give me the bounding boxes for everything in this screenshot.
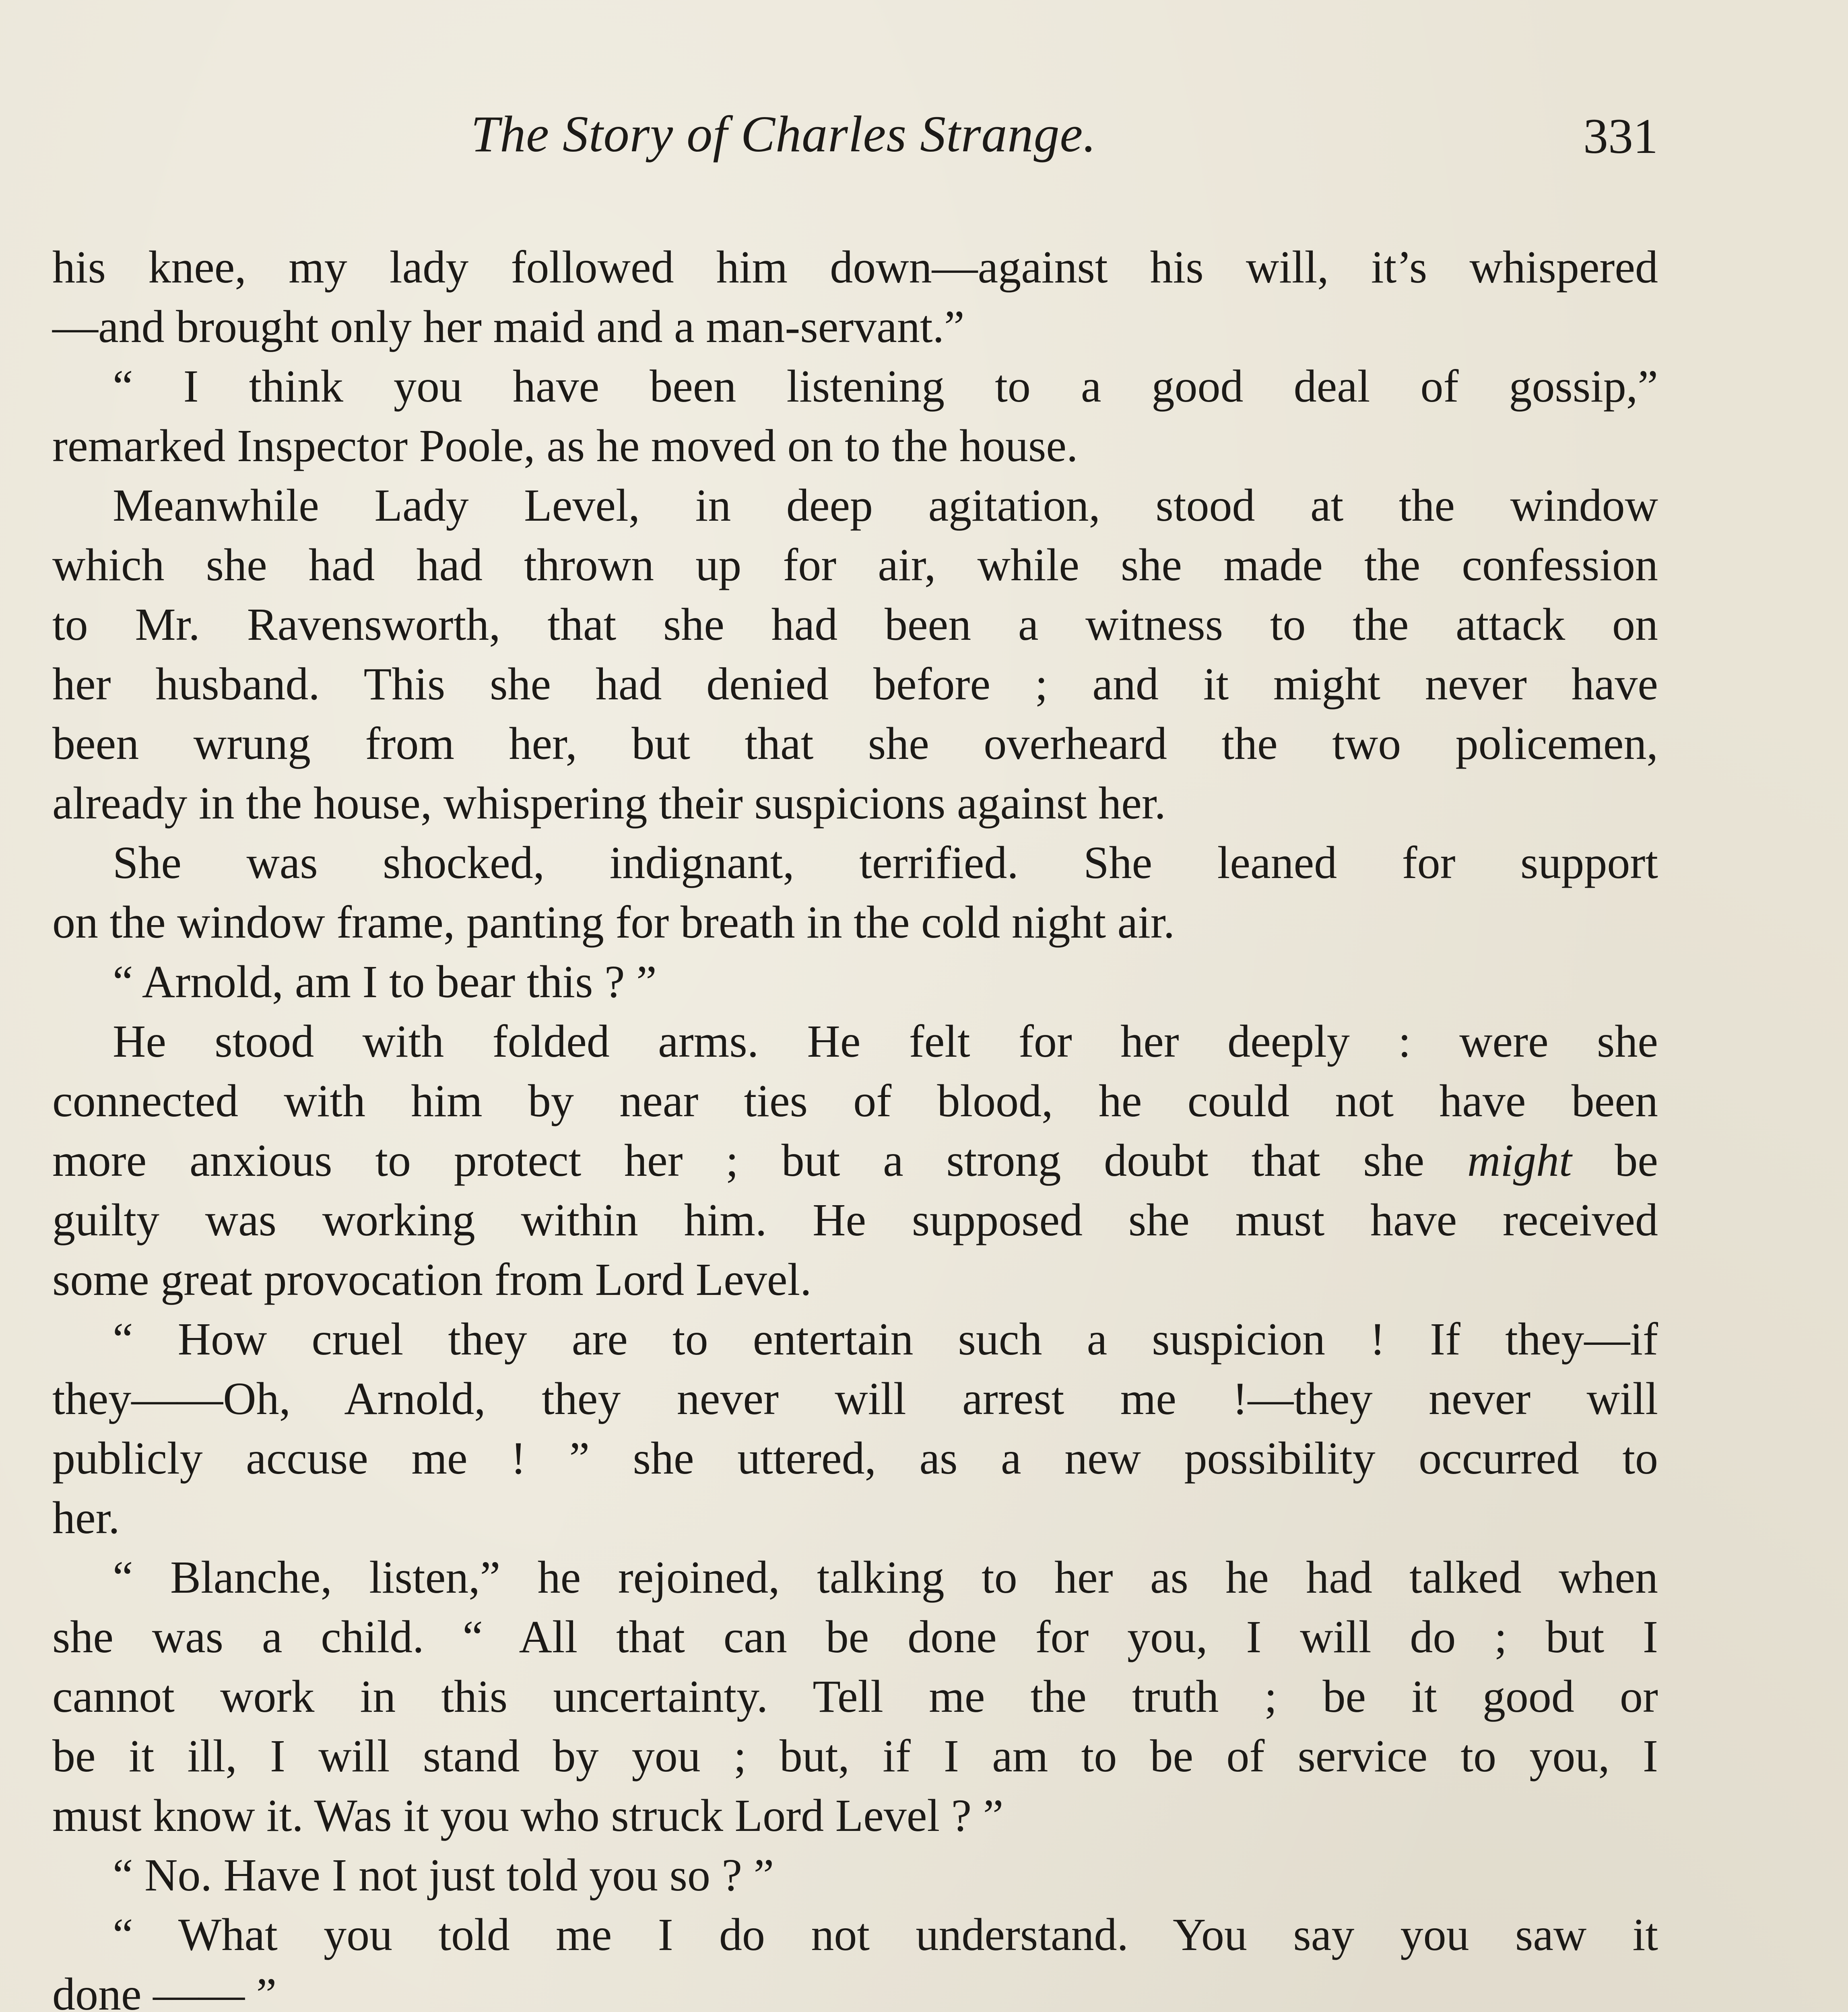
text-line: be it ill, I will stand by you ; but, if I am to be of service to you, I	[52, 1730, 1658, 1781]
text-line: been wrung from her, but that she overheard the two policemen,	[52, 718, 1658, 769]
text-line: guilty was working within him. He supposed she must have received	[52, 1194, 1658, 1245]
text-line: which she had had thrown up for air, while she made the confession	[52, 539, 1658, 590]
text-line: He stood with folded arms. He felt for her deeply : were she	[113, 1016, 1658, 1067]
text-line: “ No. Have I not just told you so ? ”	[113, 1849, 774, 1901]
text-line: connected with him by near ties of blood, he could not have been	[52, 1075, 1658, 1126]
book-page	[52, 89, 1658, 2012]
body-text	[52, 237, 1658, 2012]
text-line: his knee, my lady followed him down—against his will, it’s whispered	[52, 241, 1658, 293]
text-line: to Mr. Ravensworth, that she had been a witness to the attack on	[52, 599, 1658, 650]
text-line: more anxious to protect her ; but a strong doubt that she might be	[52, 1135, 1658, 1186]
text-line: Meanwhile Lady Level, in deep agitation, stood at the window	[113, 480, 1658, 531]
text-line: cannot work in this uncertainty. Tell me the truth ; be it good or	[52, 1671, 1658, 1722]
running-title: The Story of Charles Strange.	[471, 105, 1097, 163]
text-line: on the window frame, panting for breath in the cold night air.	[52, 897, 1175, 948]
text-line: they——Oh, Arnold, they never will arrest me !—they never will	[52, 1373, 1658, 1424]
text-line: her husband. This she had denied before ; and it might never have	[52, 658, 1658, 709]
text-line: “ Blanche, listen,” he rejoined, talking to her as he had talked when	[113, 1552, 1658, 1603]
text-line: some great provocation from Lord Level.	[52, 1254, 812, 1305]
text-line: —and brought only her maid and a man-servant.”	[52, 301, 965, 352]
text-line: publicly accuse me ! ” she uttered, as a new possibility occurred to	[52, 1433, 1658, 1484]
running-head	[52, 89, 1658, 181]
text-line: she was a child. “ All that can be done for you, I will do ; but I	[52, 1611, 1658, 1662]
text-line: done —— ”	[52, 1969, 277, 2012]
text-line: remarked Inspector Poole, as he moved on to the house.	[52, 420, 1078, 471]
text-line: “ I think you have been listening to a good deal of gossip,”	[113, 361, 1658, 412]
text-line: She was shocked, indignant, terrified. She leaned for support	[113, 837, 1658, 888]
text-line: “ What you told me I do not understand. You say you saw it	[113, 1909, 1658, 1960]
text-line: already in the house, whispering their suspicions against her.	[52, 777, 1166, 829]
text-line: must know it. Was it you who struck Lord Level ? ”	[52, 1790, 1004, 1841]
text-line: her.	[52, 1492, 120, 1543]
text-line: “ Arnold, am I to bear this ? ”	[113, 956, 657, 1007]
page-number: 331	[1583, 109, 1658, 164]
text-line: “ How cruel they are to entertain such a suspicion ! If they—if	[113, 1313, 1658, 1365]
